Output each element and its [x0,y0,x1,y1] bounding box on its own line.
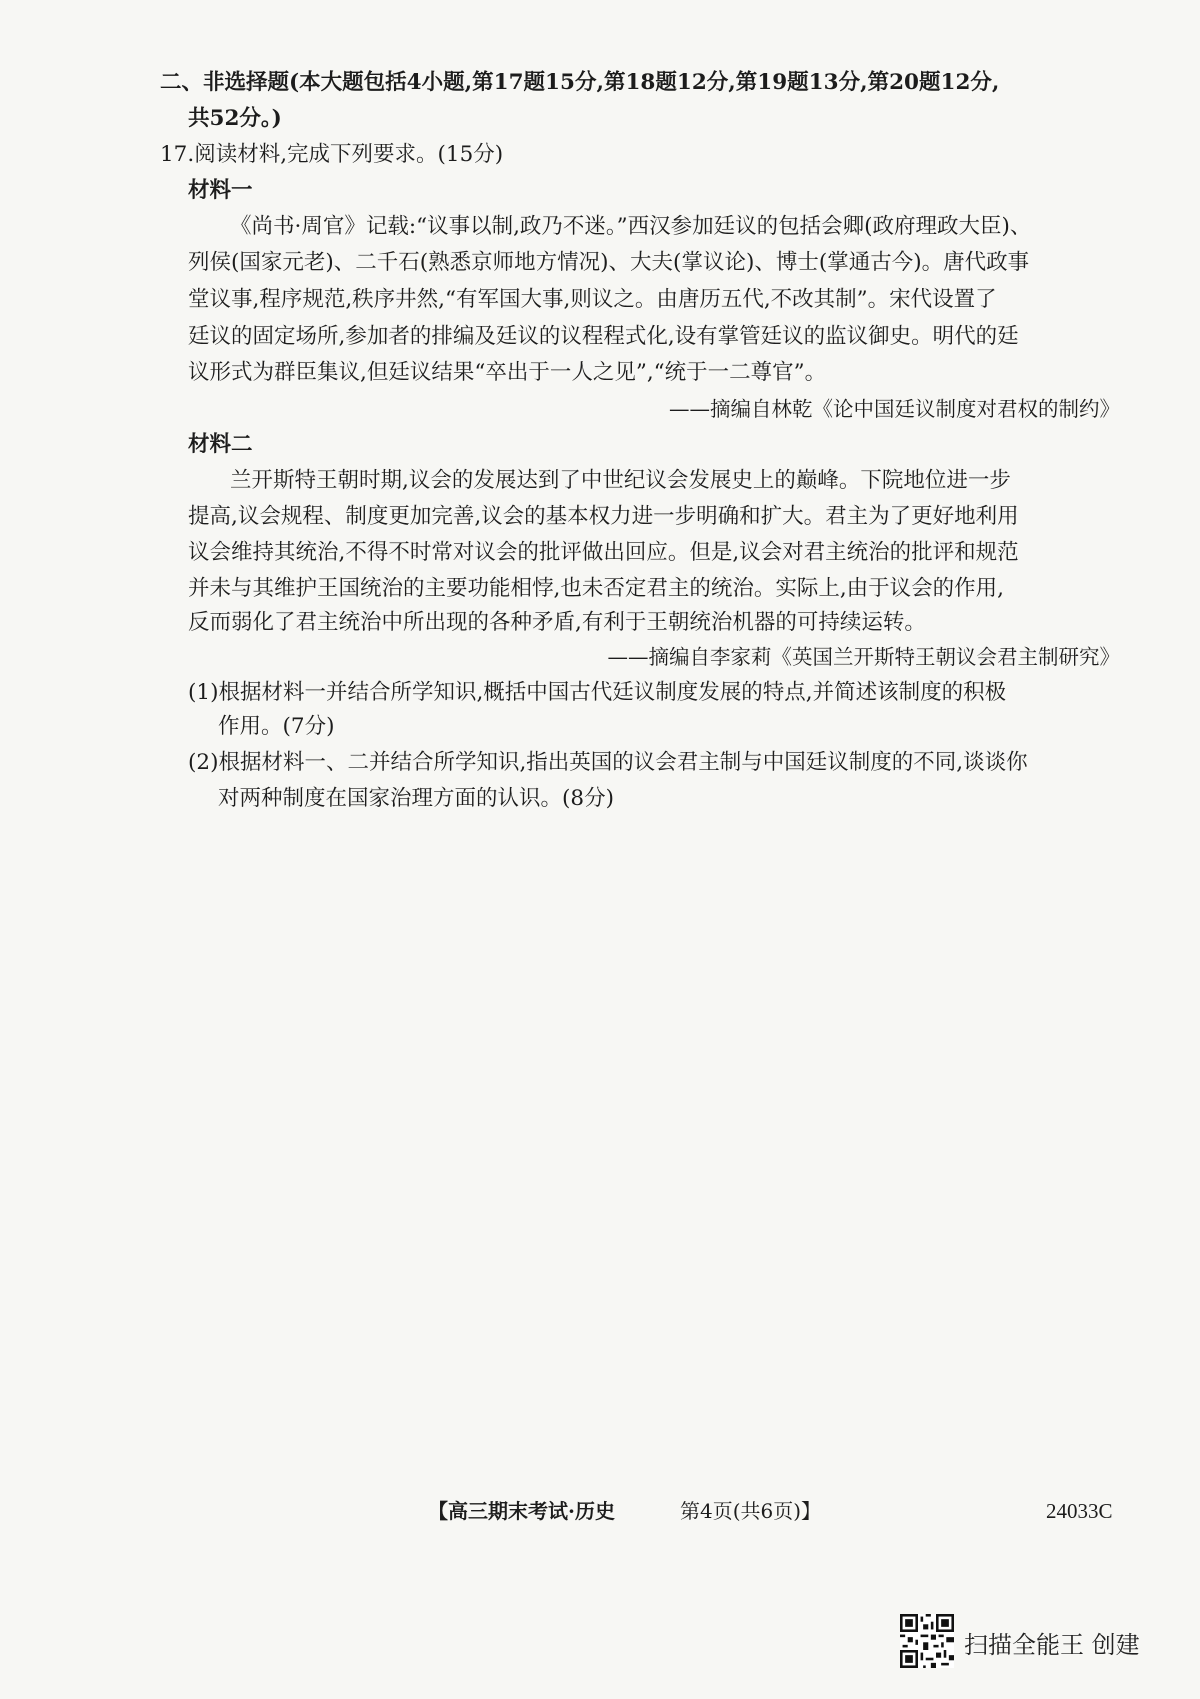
material2-source: ——摘编自李家莉《英国兰开斯特王朝议会君主制研究》 [607,645,1120,669]
material2-line: 提高,议会规程、制度更加完善,议会的基本权力进一步明确和扩大。君主为了更好地利用 [188,504,1019,529]
scanner-watermark-text: 扫描全能王 创建 [964,1631,1140,1659]
qr-code-icon [900,1614,954,1668]
section-heading-cont: 共52分。) [188,106,282,131]
scanner-watermark [900,1614,1170,1670]
material1-line: 《尚书·周官》记载:“议事以制,政乃不迷。”西汉参加廷议的包括会卿(政府理政大臣)、 [230,214,1032,239]
material2-line: 兰开斯特王朝时期,议会的发展达到了中世纪议会发展史上的巅峰。下院地位进一步 [230,468,1011,493]
footer-paper-code: 24033C [1046,1499,1113,1523]
sub-question-2: (2)根据材料一、二并结合所学知识,指出英国的议会君主制与中国廷议制度的不同,谈谈你 [188,750,1028,775]
sub-question-2-cont: 对两种制度在国家治理方面的认识。(8分) [218,786,614,811]
material1-line: 堂议事,程序规范,秩序井然,“有军国大事,则议之。由唐历五代,不改其制”。宋代设置了 [188,287,997,312]
material1-line: 议形式为群臣集议,但廷议结果“卒出于一人之见”,“统于一二尊官”。 [188,360,827,385]
material1-source: ——摘编自林乾《论中国廷议制度对君权的制约》 [669,397,1120,421]
material2-line: 反而弱化了君主统治中所出现的各种矛盾,有利于王朝统治机器的可持续运转。 [188,610,926,635]
material1-line: 廷议的固定场所,参加者的排编及廷议的议程程式化,设有掌管廷议的监议御史。明代的廷 [188,324,1019,349]
material1-label: 材料一 [188,178,253,203]
footer-page-number: 第4页(共6页)】 [680,1499,822,1523]
section-heading: 二、非选择题(本大题包括4小题,第17题15分,第18题12分,第19题13分,第20题12分, [160,70,1000,95]
material2-line: 并未与其维护王国统治的主要功能相悖,也未否定君主的统治。实际上,由于议会的作用, [188,576,1005,601]
question-stem: 17.阅读材料,完成下列要求。(15分) [160,142,504,167]
sub-question-1: (1)根据材料一并结合所学知识,概括中国古代廷议制度发展的特点,并简述该制度的积极 [188,680,1007,705]
material2-line: 议会维持其统治,不得不时常对议会的批评做出回应。但是,议会对君主统治的批评和规范 [188,540,1019,565]
material2-label: 材料二 [188,432,253,457]
material1-line: 列侯(国家元老)、二千石(熟悉京师地方情况)、大夫(掌议论)、博士(掌通古今)。唐代政事 [188,250,1030,275]
footer-exam-title: 【高三期末考试·历史 [428,1499,615,1523]
sub-question-1-cont: 作用。(7分) [218,714,335,739]
